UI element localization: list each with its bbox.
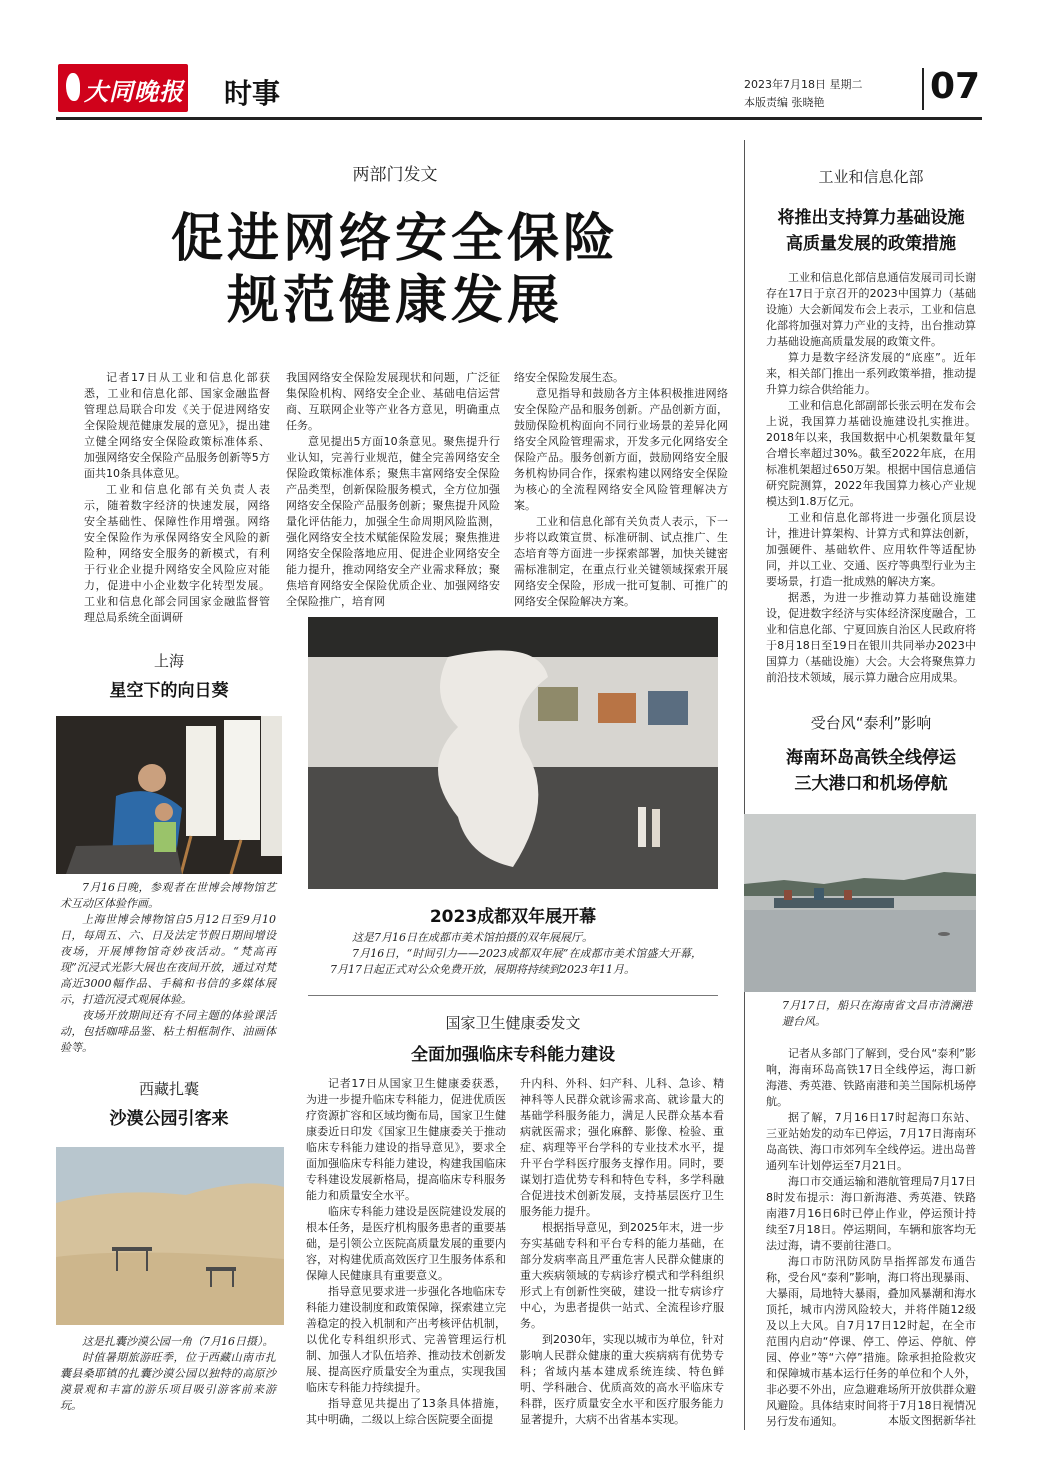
xizang-headline: 沙漠公园引客来 (109, 1109, 229, 1129)
computing-body: 工业和信息化部信息通信发展司司长谢存在17日于京召开的2023中国算力（基础设施）大会新闻发布会上表示，工业和信息化部将加强对算力产业的支持，出台推动算力基础设施高质量发展的政策文件。 算力是数字经济发展的“底座”。近年来，相关部门推出一系列政策举措，推动提升算力综合供给能力。 工业和信息化部副部长张云明在发布会上说，我国算力基础设施建设扎实推进。2018年以来，我国数据中心机架数量年复合增长率超过30%。截至2022年底，在用标准机架超过650万架。根据中国信息通信研究院测算，2022年我国算力核心产业规模达到1.8万亿元。 工业和信息化部将进一步强化顶层设计，推进计算架构、计算方式和算法创新，加强硬件、基础软件、应用软件等适配协同，并以工业、交通、医疗等典型行业为主要场景，打造一批成熟的解决方案。 据悉，为进一步推动算力基础设施建设，促进数字经济与实体经济深度融合，工业和信息化部、宁夏回族自治区人民政府将于8月18日至19日在银川共同举办2023中国算力（基础设施）大会。大会将聚焦算力前沿技术领域，展示算力融合应用成果。 (766, 271, 976, 684)
shanghai-headline: 星空下的向日葵 (109, 681, 229, 701)
easel-photo (56, 716, 282, 874)
lead-kicker: 两部门发文 (352, 165, 438, 185)
xizang-caption: 这是扎囊沙漠公园一角（7月16日摄）。 时值暑期旅游旺季，位于西藏山南市扎囊县桑耶镇的扎囊沙漠公园以独特的高原沙漠景观和丰富的游乐项目吸引游客前来游玩。 (60, 1335, 276, 1412)
news-source: 本版文图据新华社 (888, 1414, 976, 1427)
exhibition-photo (308, 617, 718, 889)
typhoon-headline: 海南环岛高铁全线停运 三大港口和机场停航 (786, 748, 956, 794)
typhoon-kicker: 受台风“泰利”影响 (810, 714, 932, 732)
shanghai-caption: 7月16日晚，参观者在世博会博物馆艺术互动区体验作画。 上海世博会博物馆自5月12日至9月10日，每周五、六、日及法定节假日期间增设夜场，开展博物馆奇妙夜活动。“梵高再现”沉浸式光影大展也在夜间开放，通过对梵高近3000幅作品、手稿和书信的多媒体展示，打造沉浸式观展体验。 夜场开放期间还有不同主题的体验课活动，包括咖啡品鉴、粘土相框制作、油画体验等。 (60, 881, 276, 1054)
center-divider (308, 995, 718, 996)
masthead (56, 62, 982, 118)
computing-kicker: 工业和信息化部 (818, 168, 924, 186)
lead-column-3: 络安全保险发展生态。 意见指导和鼓励各方主体积极推进网络安全保险产品和服务创新。产品创新方面，鼓励保险机构面向不同行业场景的差异化网络安全风险管理需求，开发多元化网络安全保险产品。服务创新方面，鼓励网络安全服务机构协同合作，探索构建以网络安全保险为核心的全流程网络安全风险管理解决方案。 工业和信息化部有关负责人表示，下一步将以政策宣贯、标准研制、试点推广、生态培育等方面进一步探索部署，加快关键密需标准制定，在重点行业关键领域探索开展网络安全保险，形成一批可复制、可推广的网络安全保险解决方案。 (514, 371, 728, 608)
clinic-column-2: 升内科、外科、妇产科、儿科、急诊、精神科等人民群众就诊需求高、就诊量大的基础学科服务能力，满足人民群众基本看病就医需求；强化麻醉、影像、检验、重症、病理等平台学科的专业技术水平，提升平台学科医疗服务支撑作用。同时，要谋划打造优势专科和特色专科，多学科融合促进技术创新发展，支持基层医疗卫生服务能力提升。 根据指导意见，到2025年末，进一步夯实基础专科和平台专科的能力基础，在部分发病率高且严重危害人民群众健康的重大疾病领域的专病诊疗模式和学科组织形式上有创新性突破，建设一批专病诊疗中心，为患者提供一站式、全流程诊疗服务。 到2030年，实现以城市为单位，针对影响人民群众健康的重大疾病病有优势专科；省域内基本建成系统连续、特色鲜明、学科融合、优质高效的高水平临床专科群，医疗质量安全水平和医疗服务能力显著提升，大病不出省基本实现。 (520, 1077, 724, 1426)
lead-column-1: 记者17日从工业和信息化部获悉，工业和信息化部、国家金融监督管理总局联合印发《关于促进网络安全保险规范健康发展的意见》，提出建立健全网络安全保险政策标准体系、加强网络安全保险产品服务创新等5方面共10条具体意见。 工业和信息化部有关负责人表示，随着数字经济的快速发展，网络安全基础性、保障性作用增强。网络安全保险作为承保网络安全风险的新险种，网络安全服务的新模式，有利于行业企业提升网络安全风险应对能力，促进中小企业数字化转型发展。工业和信息化部会同国家金融监督管理总局系统全面调研 (84, 371, 270, 624)
issue-date: 2023年7月18日 星期二 (744, 78, 863, 91)
chengdu-headline: 2023成都双年展开幕 (429, 907, 597, 927)
harbor-photo (744, 814, 976, 992)
lead-headline: 促进网络安全保险 规范健康发展 (170, 209, 619, 331)
page-editor: 本版责编 张晓艳 (744, 96, 825, 109)
harbor-caption: 7月17日，船只在海南省文昌市清澜港避台风。 (782, 999, 972, 1028)
shanghai-kicker: 上海 (153, 652, 184, 670)
section-name: 时事 (224, 77, 281, 110)
masthead-rule (56, 117, 982, 120)
masthead-divider (922, 68, 924, 110)
typhoon-body: 记者从多部门了解到，受台风“泰利”影响，海南环岛高铁17日全线停运，海口新海港、秀英港、铁路南港和美兰国际机场停航。 据了解，7月16日17时起海口东站、三亚站始发的动车已停运，7月17日海南环岛高铁、海口市郊列车全线停运。进出岛普通列车计划停运至7月21日。 海口市交通运输和港航管理局7月17日8时发布提示：海口新海港、秀英港、铁路南港7月16日6时已停止作业，停运预计持续至7月18日。停运期间，车辆和旅客均无法过海，请不要前往港口。 海口市防汛防风防旱指挥部发布通告称，受台风“泰利”影响，海口将出现暴雨、大暴雨，局地特大暴雨，叠加风暴潮和海水顶托，城市内涝风险较大，并将伴随12级及以上大风。自7月17日12时起，在全市范围内启动“停课、停工、停运、停航、停园、停业”等“六停”措施。除承担抢险救灾和保障城市基本运行任务的单位和个人外，非必要不外出，应急避难场所开放供群众避风避险。具体结束时间将于7月18日视情况另行发布通知。 (766, 1047, 976, 1428)
clinic-kicker: 国家卫生健康委发文 (445, 1014, 581, 1032)
computing-headline: 将推出支持算力基础设施 高质量发展的政策措施 (777, 208, 965, 254)
right-column-rule (744, 140, 745, 1430)
newspaper-logo: 大同晚报 (58, 64, 188, 112)
xizang-kicker: 西藏扎囊 (138, 1080, 199, 1098)
chengdu-caption: 这是7月16日在成都市美术馆拍摄的双年展展厅。 7月16日，“时间引力——2023成都双年展”在成都市美术馆盛大开幕，7月17日起正式对公众免费开放，展期将持续到2023年11月。 (330, 931, 702, 976)
clinic-headline: 全面加强临床专科能力建设 (411, 1045, 615, 1065)
clinic-column-1: 记者17日从国家卫生健康委获悉，为进一步提升临床专科能力，促进优质医疗资源扩容和区域均衡布局，国家卫生健康委近日印发《国家卫生健康委关于推动临床专科能力建设的指导意见》，要求全面加强临床专科能力建设，构建我国临床专科建设发展新格局，提高临床专科服务能力和质量安全水平。 临床专科能力建设是医院建设发展的根本任务，是医疗机构服务患者的重要基础，是引领公立医院高质量发展的重要内容，对构建优质高效医疗卫生服务体系和保障人民健康具有重要意义。 指导意见要求进一步强化各地临床专科能力建设制度和政策保障，探索建立完善稳定的投入机制和产出考核评估机制，以优化专科组织形式、完善管理运行机制、加强人才队伍培养、推动技术创新发展、提高医疗质量安全为重点，实现我国临床专科能力持续提升。 指导意见共提出了13条具体措施，其中明确，二级以上综合医院要全面提 (306, 1077, 506, 1426)
logo-flame-icon (66, 73, 80, 101)
lead-column-2: 我国网络安全保险发展现状和问题，广泛征集保险机构、网络安全企业、基础电信运营商、互联网企业等产业各方意见，明确重点任务。 意见提出5方面10条意见。聚焦提升行业认知，完善行业规范，健全完善网络安全保险政策标准体系；聚焦丰富网络安全保险产品类型，创新保险服务模式，全方位加强网络安全保险产品服务创新；聚焦提升风险量化评估能力，加强全生命周期风险监测，强化网络安全技术赋能保险发展；聚焦推进网络安全保险落地应用、促进企业网络安全能力提升，推动网络安全产业需求释放；聚焦培育网络安全保险优质企业、加强网络安全保险推广，培育网 (286, 371, 500, 608)
desert-photo (56, 1147, 284, 1325)
page-number: 07 (930, 66, 981, 107)
